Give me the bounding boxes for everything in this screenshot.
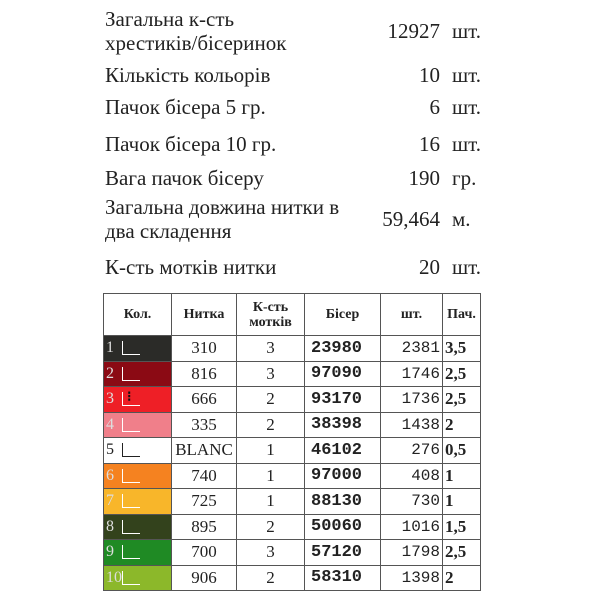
summary-unit: гр.: [452, 166, 477, 190]
swatch-number: 4: [106, 415, 114, 433]
header-color: Кол.: [104, 294, 172, 336]
summary-label: два складення: [105, 219, 232, 243]
packs-cell: 2,5: [443, 387, 481, 413]
bead-cell: 58310: [305, 565, 381, 591]
summary-label: Пачок бісера 5 гр.: [105, 95, 266, 119]
count-cell: 2381: [381, 336, 443, 362]
skeins-cell: 2: [237, 514, 305, 540]
thread-cell: 725: [172, 489, 237, 515]
swatch-box-icon: [122, 571, 140, 585]
color-swatch: [104, 514, 172, 540]
color-swatch: [104, 463, 172, 489]
summary-value: 190: [408, 166, 440, 190]
skeins-cell: 1: [237, 438, 305, 464]
swatch-box-icon: [122, 494, 140, 508]
header-packs: Пач.: [443, 294, 481, 336]
thread-cell: 700: [172, 540, 237, 566]
table-row: [104, 438, 481, 464]
summary-label: К-сть мотків нитки: [105, 255, 277, 279]
color-swatch: [104, 387, 172, 413]
skeins-cell: 2: [237, 412, 305, 438]
packs-cell: 2,5: [443, 361, 481, 387]
summary-unit: шт.: [452, 63, 482, 87]
skeins-cell: 1: [237, 489, 305, 515]
swatch-symbol: ⁝: [127, 390, 132, 405]
summary-value: 12927: [387, 19, 440, 43]
thread-cell: 666: [172, 387, 237, 413]
color-swatch: [104, 565, 172, 591]
color-key-table: [103, 293, 481, 591]
swatch-number: 1: [106, 339, 114, 356]
thread-cell: BLANC: [172, 438, 237, 464]
thread-cell: 310: [172, 336, 237, 362]
summary-label: Кількість кольорів: [105, 63, 271, 87]
summary-value: 59,464: [382, 207, 440, 231]
bead-cell: 46102: [305, 438, 381, 464]
color-swatch: [104, 336, 172, 362]
table-row: [104, 489, 481, 515]
table-row: [104, 361, 481, 387]
count-cell: 1746: [381, 361, 443, 387]
color-swatch: [104, 361, 172, 387]
thread-cell: 895: [172, 514, 237, 540]
color-swatch: [104, 438, 172, 464]
table-row: [104, 412, 481, 438]
header-bead: Бісер: [305, 294, 381, 336]
summary-unit: шт.: [452, 95, 482, 119]
swatch-box-icon: [122, 367, 140, 381]
bead-cell: 23980: [305, 336, 381, 362]
swatch-box-icon: [122, 418, 140, 432]
swatch-number: 5: [106, 441, 114, 458]
swatch-number: 10: [106, 568, 122, 586]
summary-unit: шт.: [452, 19, 482, 43]
bead-cell: 57120: [305, 540, 381, 566]
count-cell: 1016: [381, 514, 443, 540]
table-row: [104, 514, 481, 540]
summary-label: Пачок бісера 10 гр.: [105, 132, 277, 156]
packs-cell: 1: [443, 463, 481, 489]
packs-cell: 2: [443, 565, 481, 591]
count-cell: 730: [381, 489, 443, 515]
swatch-number: 8: [106, 517, 114, 535]
header-count: шт.: [381, 294, 443, 336]
skeins-cell: 2: [237, 387, 305, 413]
bead-cell: 38398: [305, 412, 381, 438]
swatch-box-icon: [122, 443, 140, 457]
packs-cell: 2: [443, 412, 481, 438]
skeins-cell: 3: [237, 540, 305, 566]
skeins-cell: 1: [237, 463, 305, 489]
summary-label: Вага пачок бісеру: [105, 166, 264, 190]
summary-value: 20: [419, 255, 440, 279]
swatch-number: 7: [106, 492, 114, 509]
summary-unit: м.: [452, 207, 471, 231]
thread-cell: 335: [172, 412, 237, 438]
header-skeins-line1: К-сть: [252, 299, 289, 315]
table-row: [104, 387, 481, 413]
count-cell: 1438: [381, 412, 443, 438]
swatch-number: 6: [106, 466, 114, 484]
color-swatch: [104, 412, 172, 438]
summary-unit: шт.: [452, 132, 482, 156]
swatch-box-icon: [122, 469, 140, 483]
packs-cell: 1,5: [443, 514, 481, 540]
summary-block: [0, 0, 600, 290]
swatch-box-icon: [122, 341, 140, 355]
header-skeins-line2: мотків: [249, 314, 292, 330]
count-cell: 276: [381, 438, 443, 464]
count-cell: 1398: [381, 565, 443, 591]
swatch-box-icon: [122, 520, 140, 534]
packs-cell: 2,5: [443, 540, 481, 566]
bead-cell: 88130: [305, 489, 381, 515]
count-cell: 408: [381, 463, 443, 489]
table-row: [104, 540, 481, 566]
summary-value: 10: [419, 63, 440, 87]
color-swatch: [104, 540, 172, 566]
bead-cell: 93170: [305, 387, 381, 413]
summary-label: Загальна довжина нитки в: [105, 195, 340, 219]
swatch-number: 3: [106, 390, 114, 407]
summary-value: 16: [419, 132, 440, 156]
skeins-cell: 3: [237, 336, 305, 362]
header-skeins: [237, 294, 305, 336]
color-swatch: [104, 489, 172, 515]
table-row: [104, 565, 481, 591]
skeins-cell: 3: [237, 361, 305, 387]
summary-label: хрестиків/бісеринок: [105, 31, 287, 55]
count-cell: 1736: [381, 387, 443, 413]
summary-unit: шт.: [452, 255, 482, 279]
swatch-number: 2: [106, 364, 114, 382]
swatch-box-icon: [122, 545, 140, 559]
header-thread: Нитка: [172, 294, 237, 336]
bead-cell: 50060: [305, 514, 381, 540]
bead-cell: 97090: [305, 361, 381, 387]
count-cell: 1798: [381, 540, 443, 566]
thread-cell: 906: [172, 565, 237, 591]
packs-cell: 0,5: [443, 438, 481, 464]
thread-cell: 816: [172, 361, 237, 387]
bead-cell: 97000: [305, 463, 381, 489]
packs-cell: 3,5: [443, 336, 481, 362]
summary-value: 6: [429, 95, 440, 119]
table-row: [104, 336, 481, 362]
table-row: [104, 463, 481, 489]
swatch-number: 9: [106, 543, 114, 560]
skeins-cell: 2: [237, 565, 305, 591]
table-header-row: [104, 294, 481, 336]
packs-cell: 1: [443, 489, 481, 515]
summary-label: Загальна к-сть: [105, 7, 235, 31]
thread-cell: 740: [172, 463, 237, 489]
